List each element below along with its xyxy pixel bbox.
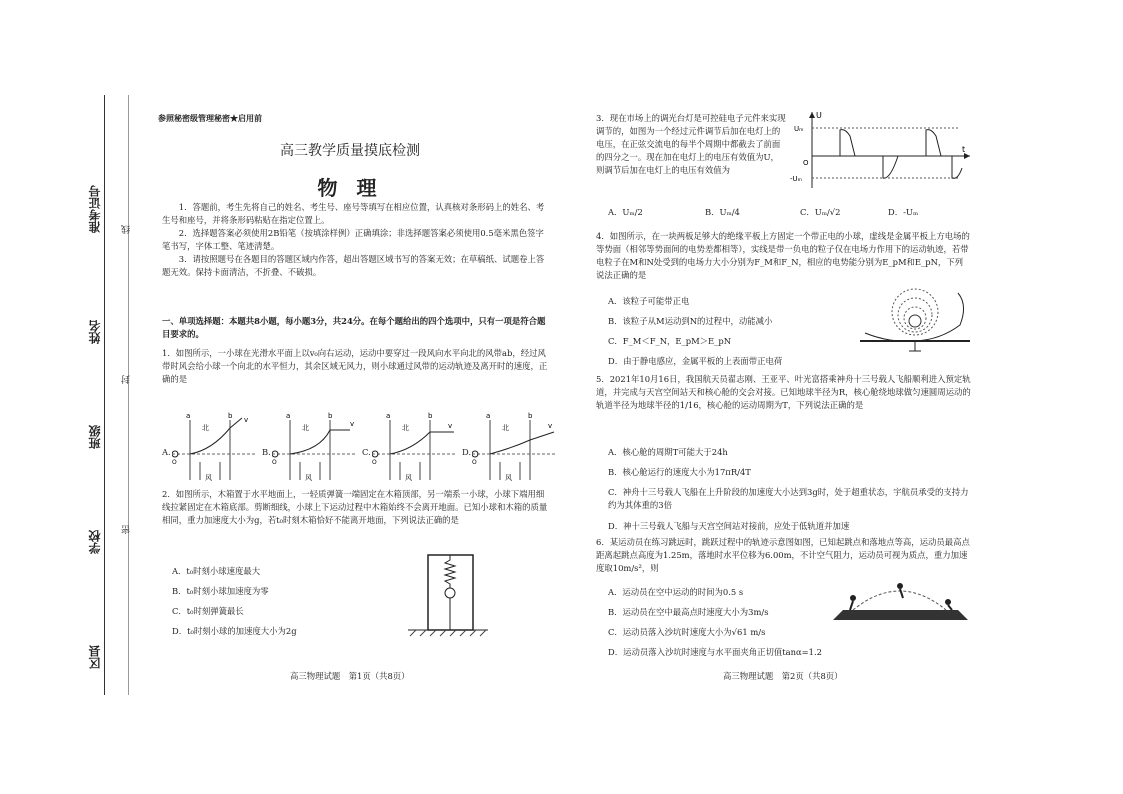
q1-c-label-b: b xyxy=(428,412,433,420)
q1-d-label-a: a xyxy=(486,412,491,420)
q1-d-label-b: b xyxy=(528,412,533,420)
q4-option-c: C．F_M＜F_N，E_pM＞E_pN xyxy=(608,336,732,346)
q4-option-d: D．由于静电感应，金属平板的上表面带正电荷 xyxy=(608,356,783,366)
q1-b-label-v: v xyxy=(350,420,355,428)
page-2-footer: 高三物理试题 第2页（共8页） xyxy=(723,671,843,681)
instructions xyxy=(162,201,550,279)
q5-option-c: C．神舟十三号载人飞船在上升阶段的加速度大小达到3g时，处于超重状态，宇航员承受的支持力约为其体重的3倍 xyxy=(608,487,969,511)
q1-d-diagram xyxy=(472,410,557,485)
q1-c-label-v: v xyxy=(448,422,453,430)
q1-b-label-a: a xyxy=(286,412,291,420)
q1-a-origin: O xyxy=(172,459,177,466)
q1-c-wind: 风 xyxy=(405,474,412,482)
q3-neg-um: -Uₘ xyxy=(790,175,803,183)
q3-axis-u: U xyxy=(816,111,822,120)
secret-label: 秘密★启用前 xyxy=(214,113,262,123)
q1-a-label-v: v xyxy=(244,416,249,424)
q2-option-a: A．t₀时刻小球速度最大 xyxy=(172,566,261,576)
subject-title: 物 理 xyxy=(317,176,383,200)
q1-a-diagram xyxy=(172,410,257,485)
exam-title: 高三教学质量摸底检测 xyxy=(280,143,420,159)
page-1-footer: 高三物理试题 第1页（共8页） xyxy=(290,671,410,681)
q1-d-north: 北 xyxy=(502,424,509,432)
q3-option-b: B．Uₘ/4 xyxy=(705,207,740,217)
q2-option-c: C．t₀时刻弹簧最长 xyxy=(172,606,244,616)
seal-word-line: 线 xyxy=(122,225,132,234)
note-2: 2．选择题答案必须使用2B铅笔（按填涂样例）正确填涂；非选择题答案必须使用0.5毫米黑色签字笔书写，字体工整、笔迹清楚。 xyxy=(162,228,544,252)
q4-option-b: B．该粒子从M运动到N的过程中，动能减小 xyxy=(608,316,773,326)
q6-option-b: B．运动员在空中最高点时速度大小为3m/s xyxy=(608,607,769,617)
q1-c-origin: O xyxy=(372,459,377,466)
q1-a-north: 北 xyxy=(202,424,209,432)
q1-a-wind: 风 xyxy=(205,474,212,482)
seal-word-seal: 封 xyxy=(122,375,132,384)
q1-figure-d xyxy=(462,410,557,485)
q1-option-d-label: D. xyxy=(462,447,472,457)
q1-a-label-b: b xyxy=(228,412,233,420)
school-label: 学校 xyxy=(88,530,102,554)
q3-option-c: C．Uₘ/√2 xyxy=(800,207,841,217)
secret-prefix: 参照秘密级管理 xyxy=(158,113,214,123)
question-6: 6．某运动员在练习跳远时，跳跃过程中的轨迹示意图如图，已知起跳点和落地点等高，运动员最高点距离起跳点高度为1.25m，落地时水平位移为6.00m，不计空气阻力，运动员可视为质点，重力加速度取10m/s²，则 xyxy=(596,537,970,574)
q1-option-c-label: C. xyxy=(362,447,371,457)
q1-b-diagram xyxy=(272,410,357,485)
q1-figure-b xyxy=(262,410,357,485)
section-1-header: 一、单项选择题：本题共8小题，每小题3分，共24分。在每个题给出的四个选项中，只有一项是符合题目要求的。 xyxy=(162,316,546,340)
q1-option-a-label: A. xyxy=(162,447,171,457)
seal-word-secret: 密 xyxy=(122,525,132,534)
q1-d-origin: O xyxy=(472,459,477,466)
note-3: 3．请按照题号在各题目的答题区域内作答，超出答题区域书写的答案无效；在草稿纸、试题卷上答题无效。保持卡面清洁，不折叠、不破损。 xyxy=(162,254,545,278)
question-4: 4．如图所示，在一块两板足够大的绝缘平板上方固定一个带正电的小球，虚线是金属平板上方电场的等势面（相邻等势面间的电势差都相等），实线是带一负电的粒子仅在电场力作用下的运动轨迹，若带电粒子在M和N处受到的电场力大小分别为F_M和F_N，相应的电势能分别为E_pM和E_pN，下列说法正确的是 xyxy=(596,231,970,281)
question-2: 2．如图所示，木箱置于水平地面上，一轻质弹簧一端固定在木箱顶部，另一端系一小球，小球下端用细线拉紧固定在木箱底部。剪断细线，小球上下运动过程中木箱始终不会离开地面。已知小球和木箱的质量相同，重力加速度大小为g，若t₀时刻木箱恰好不能离开地面，下列说法正确的是 xyxy=(162,489,548,526)
q6-option-c: C．运动员落入沙坑时速度大小为√61 m/s xyxy=(608,627,766,637)
q2-box-spring-figure xyxy=(408,550,488,640)
q1-figure-c xyxy=(362,410,457,485)
note-1: 1．答题前，考生先将自己的姓名、考生号、座号等填写在相应位置，认真核对条形码上的姓名、考生号和座号，并将条形码粘贴在指定位置上。 xyxy=(162,202,545,226)
q3-um: Uₘ xyxy=(794,125,804,133)
q1-b-origin: O xyxy=(272,459,277,466)
q5-option-d: D．神十三号载人飞船与天宫空间站对接前，应处于低轨道并加速 xyxy=(608,521,850,531)
q1-c-north: 北 xyxy=(402,424,409,432)
binding-line xyxy=(104,95,105,695)
district-label: 区县 xyxy=(88,645,102,669)
exam-number-label: 准考证号 xyxy=(88,185,102,233)
q1-option-b-label: B. xyxy=(262,447,271,457)
q1-a-label-a: a xyxy=(186,412,191,420)
q5-option-a: A．核心舱的周期T可能大于24h xyxy=(608,447,728,457)
q2-option-d: D．t₀时刻小球的加速度大小为2g xyxy=(172,626,297,636)
class-label: 班级 xyxy=(88,425,102,449)
q1-d-label-v: v xyxy=(548,422,553,430)
q3-option-d: D．-Uₘ xyxy=(888,207,919,217)
q4-option-a: A．该粒子可能带正电 xyxy=(608,296,690,306)
q5-option-b: B．核心舱运行的速度大小为17πR/4T xyxy=(608,467,751,477)
q1-b-north: 北 xyxy=(302,424,309,432)
q3-axis-t: t xyxy=(962,145,966,154)
q3-option-a: A．Uₘ/2 xyxy=(608,207,643,217)
q1-c-diagram xyxy=(372,410,457,485)
q6-option-a: A．运动员在空中运动的时间为0.5 s xyxy=(608,587,744,597)
q1-b-label-b: b xyxy=(328,412,333,420)
q1-figure-a xyxy=(162,410,257,485)
q6-option-d: D．运动员落入沙坑时速度与水平面夹角正切值tanα=1.2 xyxy=(608,647,822,657)
q1-d-wind: 风 xyxy=(505,474,512,482)
q4-field-figure xyxy=(860,285,970,355)
q1-figures xyxy=(162,410,557,485)
question-3: 3．现在市场上的调光台灯是可控硅电子元件来实现调节的，如图为一个经过元件调节后加在电灯上的电压，在正弦交流电的每半个周期中都截去了前面的四分之一。现在加在电灯上的电压有效值为U，则调节后加在电灯上的电压有效值为 xyxy=(596,113,786,176)
q6-long-jump-figure xyxy=(828,580,973,625)
q1-b-wind: 风 xyxy=(305,474,312,482)
q3-origin: O xyxy=(803,159,809,167)
question-1: 1．如图所示，一小球在光滑水平面上以v₀向右运动，运动中要穿过一段风向水平向北的风带ab，经过风带时风会给小球一个向北的水平恒力，其余区域无风力，则小球通过风带的运动轨迹及离开时的速度，正确的是 xyxy=(162,348,548,385)
question-5: 5．2021年10月16日，我国航天员翟志刚、王亚平、叶光富搭乘神舟十三号载人飞船顺利进入预定轨道，并完成与天宫空间站天和核心舱的交会对接。已知地球半径为R，核心舱绕地球做匀速圆周运动的轨道半径为地球半径的1/16，核心舱的运动周期为T，下列说法正确的是 xyxy=(596,374,971,411)
q3-voltage-chart xyxy=(790,108,975,193)
q1-c-label-a: a xyxy=(386,412,391,420)
name-label: 姓名 xyxy=(88,320,102,344)
q2-option-b: B．t₀时刻小球加速度为零 xyxy=(172,586,269,596)
secret-mark xyxy=(158,112,262,124)
seal-line xyxy=(128,95,129,695)
